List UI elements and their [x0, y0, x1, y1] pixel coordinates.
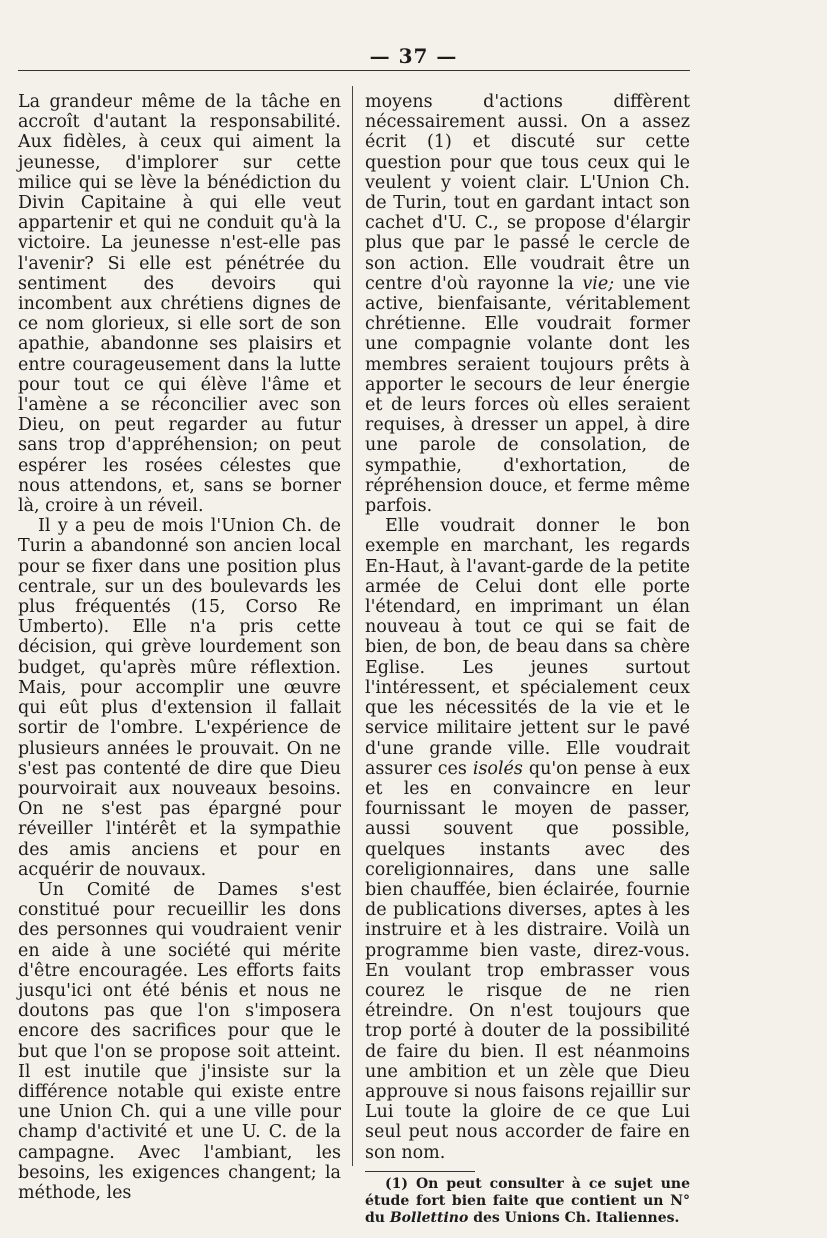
footnote	[365, 1176, 690, 1227]
emphasis: Bollettino	[389, 1209, 469, 1226]
text-run: Elle voudrait donner le bon exemple en marchant, les regards En-Haut, à l'avant-garde de la petite armée de Celui dont elle porte l'étendard, en imprimant un élan nouveau à tout ce qui se fait de bien, de bon, de beau dans sa chère Eglise. Les jeunes surtout l'intéressent, et spécialement ceux que les nécessités de la vie et le service militaire jettent sur le pavé d'une grande ville. Elle voudrait assurer ces	[365, 516, 690, 779]
paragraph	[365, 516, 690, 1163]
paragraph: Il y a peu de mois l'Union Ch. de Turin a abandonné son ancien local pour se fixer dans une position plus centrale, sur un des boulevards les plus fréquentés (15, Corso Re Umberto). Elle n'a pris cette décision, qui grève lourdement son budget, qu'après mûre réflextion. Mais, pour accomplir une œuvre qui eût plus d'extension il fallait sortir de l'ombre. L'expérience de plusieurs années le prouvait. On ne s'est pas contenté de dire que Dieu pourvoirait aux nouveaux besoins. On ne s'est pas épargné pour réveiller l'intérêt et la sympathie des amis anciens et pour en acquérir de nouvaux.	[18, 516, 341, 880]
text-run: qu'on pense à eux et les en convaincre en leur fournissant le moyen de passer, aussi souvent que possible, quelques instants avec des coreligionnaires, dans une salle bien chauffée, bien éclairée, fournie de publications diverses, aptes à les instruire et à les distraire. Voilà un programme bien vaste, direz-vous. En voulant trop embrasser vous courez le risque de ne rien étreindre. On n'est toujours que trop porté à douter de la possibilité de faire du bien. Il est néanmoins une ambition et un zèle que Dieu approuve si nous faisons rejaillir sur Lui toute la gloire de ce que Lui seul peut nous accorder de faire en son nom.	[365, 758, 690, 1163]
footnote-rule	[365, 1171, 475, 1172]
text-run: une vie active, bienfaisante, véritablement chrétienne. Elle voudrait former une compagnie volante dont les membres seraient toujours prêts à apporter le secours de leur énergie et de leurs forces où elles seraient requises, à dresser un appel, à dire une parole de consolation, de sympathie, d'exhortation, de répréhension douce, et ferme même parfois.	[365, 273, 690, 517]
page-number: — 37 —	[369, 44, 458, 68]
column-divider	[352, 86, 353, 1166]
text-run: (1) On peut consulter à ce sujet une étude fort bien faite que contient un N° du	[365, 1175, 690, 1226]
right-column	[365, 92, 690, 1227]
text-run: des Unions Ch. Italiennes.	[468, 1209, 680, 1226]
emphasis: vie;	[582, 273, 615, 294]
text-run: moyens d'actions diffèrent nécessairement aussi. On a assez écrit (1) et discuté sur cette question pour que tous ceux qui le veulent y voient clair. L'Union Ch. de Turin, tout en gardant intact son cachet d'U. C., se propose d'élargir plus que par le passé le cercle de son action. Elle voudrait être un centre d'où rayonne la	[365, 92, 690, 294]
emphasis: isolés	[472, 758, 523, 779]
paragraph: Un Comité de Dames s'est constitué pour recueillir les dons des personnes qui voudraient venir en aide à une société qui mérite d'être encouragée. Les efforts faits jusqu'ici ont été bénis et nous ne doutons pas que l'on s'imposera encore des sacrifices pour que le but que l'on se propose soit atteint. Il est inutile que j'insiste sur la différence notable qui existe entre une Union Ch. qui a une ville pour champ d'activité et une U. C. de la campagne. Avec l'ambiant, les besoins, les exigences changent; la méthode, les	[18, 879, 341, 1203]
header-rule	[18, 70, 690, 71]
paragraph	[365, 92, 690, 516]
left-column	[18, 92, 341, 1203]
paragraph: La grandeur même de la tâche en accroît d'autant la responsabilité. Aux fidèles, à ceux qui aiment la jeunesse, d'implorer sur cette milice qui se lève la bénédiction du Divin Capitaine à qui elle veut appartenir et qui ne conduit qu'à la victoire. La jeunesse n'est-elle pas l'avenir? Si elle est pénétrée du sentiment des devoirs qui incombent aux chrétiens dignes de ce nom glorieux, si elle sort de son apathie, abandonne ses plaisirs et entre courageusement dans la lutte pour tout ce qui élève l'âme et l'amène a se réconcilier avec son Dieu, on peut regarder au futur sans trop d'appréhension; on peut espérer les rosées célestes que nous attendons, et, sans se borner là, croire à un réveil.	[18, 92, 341, 517]
